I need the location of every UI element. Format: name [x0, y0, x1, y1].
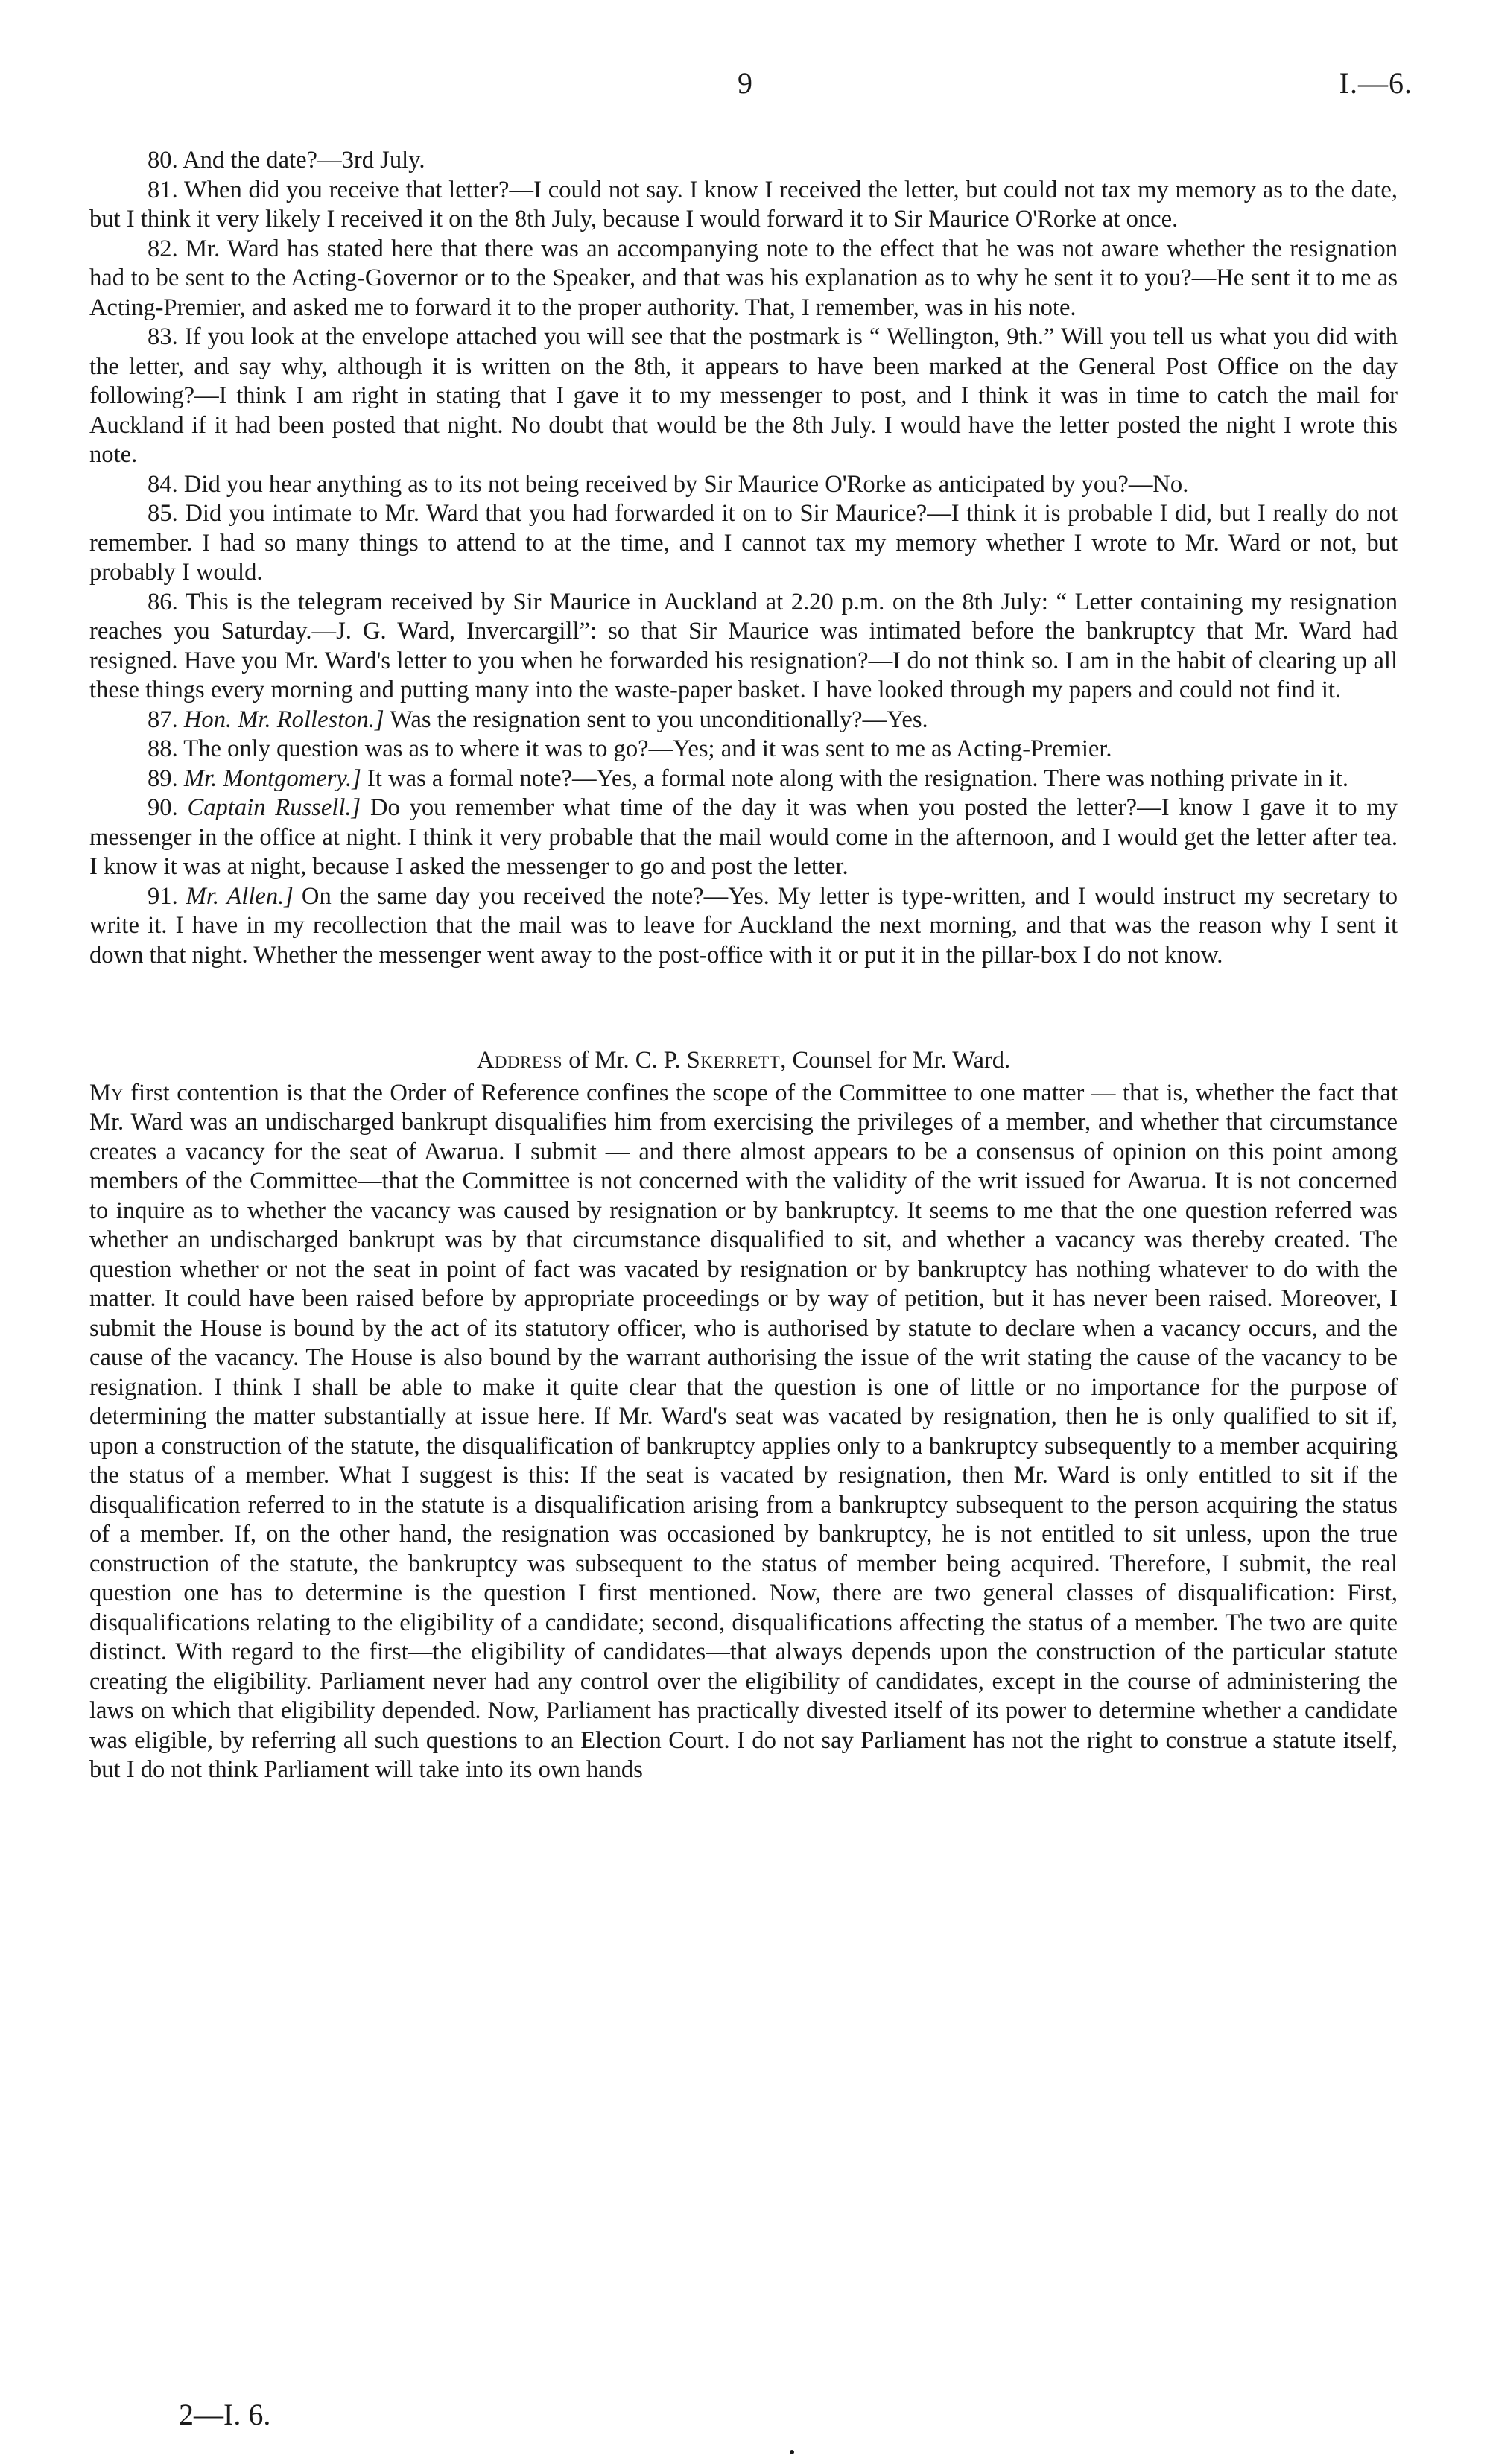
qa-text: And the date?—3rd July.	[183, 147, 425, 174]
question-number: 86.	[148, 588, 178, 615]
qa-text: Do you remember what time of the day it was when you posted the letter?—I know I gave it to my messenger in the office at night. I think it very probable that the mail would come in the afternoon, and I would get the letter after tea. I know it was at night, because I asked the messenger to go and post the letter.	[89, 794, 1398, 880]
address-body	[89, 1079, 1398, 1785]
qa-item	[89, 764, 1398, 794]
question-number: 84.	[148, 470, 178, 498]
question-answer-list	[89, 146, 1398, 970]
speaker-name: Mr. Montgomery.]	[183, 764, 361, 792]
document-code: I.—6.	[1339, 66, 1413, 100]
question-number: 83.	[148, 323, 178, 350]
qa-text: Did you intimate to Mr. Ward that you had forwarded it on to Sir Maurice?—I think it is probable I did, but I really do not remember. I had so many things to attend to at the time, and I cannot tax my memory whether I wrote to Mr. Ward or not, but probably I would.	[89, 500, 1398, 586]
counsel-name: Skerrett	[686, 1047, 781, 1074]
qa-item	[89, 706, 1398, 735]
printer-signature: 2—I. 6.	[179, 2398, 271, 2431]
footer-dot-mark	[790, 2450, 794, 2454]
question-number: 89.	[148, 764, 178, 792]
question-number: 90.	[148, 794, 178, 821]
heading-end: , Counsel for Mr. Ward.	[780, 1047, 1011, 1074]
qa-text: It was a formal note?—Yes, a formal note along with the resignation. There was nothing private in it.	[367, 764, 1349, 792]
address-heading	[89, 1046, 1398, 1076]
question-number: 80.	[148, 147, 178, 174]
question-number: 85.	[148, 500, 178, 527]
qa-text: This is the telegram received by Sir Maurice in Auckland at 2.20 p.m. on the 8th July: “ Letter containing my resignation reaches you Saturday.—J. G. Ward, Invercargill”: so that Sir Maurice was intimated before the bankruptcy that Mr. Ward had resigned. Have you Mr. Ward's letter to you when he forwarded his resignation?—I do not think so. I am in the habit of clearing up all these things every morning and putting many into the waste-paper basket. I have looked through my papers and could not find it.	[89, 588, 1398, 703]
question-number: 81.	[148, 176, 178, 203]
qa-item	[89, 470, 1398, 500]
qa-text: Did you hear anything as to its not being received by Sir Maurice O'Rorke as anticipated by you?—No.	[183, 470, 1189, 498]
qa-item	[89, 499, 1398, 588]
qa-item	[89, 323, 1398, 470]
speaker-name: Hon. Mr. Rolleston.]	[183, 706, 384, 733]
heading-mid: of Mr. C. P.	[568, 1047, 681, 1074]
qa-item	[89, 735, 1398, 764]
page-number: 9	[738, 66, 752, 100]
speaker-name: Captain Russell.]	[187, 794, 361, 821]
address-lead-word: My	[89, 1079, 124, 1106]
qa-text: Was the resignation sent to you unconditionally?—Yes.	[390, 706, 928, 733]
qa-text: If you look at the envelope attached you will see that the postmark is “ Wellington, 9th.” Will you tell us what you did with the letter, and say why, although it is written on the 8th, it appears to have been marked at the General Post Office on the day following?—I think I am right in stating that I gave it to my messenger to post, and I think it was in time to catch the mail for Auckland if it had been posted that night. No doubt that would be the 8th July. I would have the letter posted the night I wrote this note.	[89, 323, 1398, 468]
qa-item	[89, 176, 1398, 235]
qa-item	[89, 794, 1398, 882]
qa-text: The only question was as to where it was to go?—Yes; and it was sent to me as Acting-Premier.	[183, 735, 1112, 762]
qa-text: Mr. Ward has stated here that there was an accompanying note to the effect that he was not aware whether the resignation had to be sent to the Acting-Governor or to the Speaker, and that was his explanation as to why he sent it to you?—He sent it to me as Acting-Premier, and asked me to forward it to the proper authority. That, I remember, was in his note.	[89, 235, 1398, 321]
qa-item	[89, 882, 1398, 971]
heading-word: Address	[476, 1047, 563, 1074]
question-number: 91.	[148, 882, 178, 910]
address-text: first contention is that the Order of Reference confines the scope of the Committee to one matter — that is, whether the fact that Mr. Ward was an undischarged bankrupt disqualifies him from exercising the privileges of a member, and whether that circumstance creates a vacancy for the seat of Awarua. I submit — and there almost appears to be a consensus of opinion on this point among members of the Committee—that the Committee is not concerned with the validity of the writ issued for Awarua. It is not concerned to inquire as to whether the vacancy was caused by resignation or by bankruptcy. It seems to me that the one question referred was whether an undischarged bankrupt was by that circumstance disqualified to sit, and whether a vacancy was thereby created. The question whether or not the seat in point of fact was vacated by resignation or by bankruptcy has nothing whatever to do with the matter. It could have been raised before by appropriate proceedings or by way of petition, but it has never been raised. Moreover, I submit the House is bound by the act of its statutory officer, who is authorised by statute to declare when a vacancy occurs, and the cause of the vacancy. The House is also bound by the warrant authorising the issue of the writ stating the cause of the vacancy to be resignation. I think I shall be able to make it quite clear that the question is one of little or no importance for the purpose of determining the matter substantially at issue here. If Mr. Ward's seat was vacated by resignation, then he is only qualified to sit if, upon a construction of the statute, the disqualification of bankruptcy applies only to a bankruptcy subsequently to a member acquiring the status of a member. What I suggest is this: If the seat is vacated by resignation, then Mr. Ward is only entitled to sit if the disqualification referred to in the statute is a disqualification arising from a bankruptcy subsequent to the person acquiring the status of a member. If, on the other hand, the resignation was occasioned by bankruptcy, he is not entitled to sit unless, upon the true construction of the statute, the bankruptcy was subsequent to the status of member being acquired. Therefore, I submit, the real question one has to determine is the question I first mentioned. Now, there are two general classes of disqualification: First, disqualifications relating to the eligibility of a candidate; second, disqualifications affecting the status of a member. The two are quite distinct. With regard to the first—the eligibility of candidates—that always depends upon the construction of the particular statute creating the eligibility. Parliament never had any control over the eligibility of candidates, except in the course of administering the laws on which that eligibility depended. Now, Parliament has practically divested itself of its power to determine whether a candidate was eligible, by referring all such questions to an Election Court. I do not say Parliament has not the right to construe a statute itself, but I do not think Parliament will take into its own hands	[89, 1079, 1398, 1783]
qa-text: On the same day you received the note?—Yes. My letter is type-written, and I would instruct my secretary to write it. I have in my recollection that the mail was to leave for Auckland the next morning, and that was the reason why I sent it down that night. Whether the messenger went away to the post-office with it or put it in the pillar-box I do not know.	[89, 882, 1398, 969]
page-header	[0, 66, 1487, 110]
qa-item	[89, 588, 1398, 706]
qa-item	[89, 235, 1398, 323]
question-number: 82.	[148, 235, 178, 262]
question-number: 88.	[148, 735, 178, 762]
body-text	[89, 146, 1398, 1785]
question-number: 87.	[148, 706, 178, 733]
speaker-name: Mr. Allen.]	[186, 882, 294, 910]
qa-text: When did you receive that letter?—I could not say. I know I received the letter, but could not tax my memory as to the date, but I think it very likely I received it on the 8th July, because I would forward it to Sir Maurice O'Rorke at once.	[89, 176, 1398, 232]
qa-item	[89, 146, 1398, 176]
